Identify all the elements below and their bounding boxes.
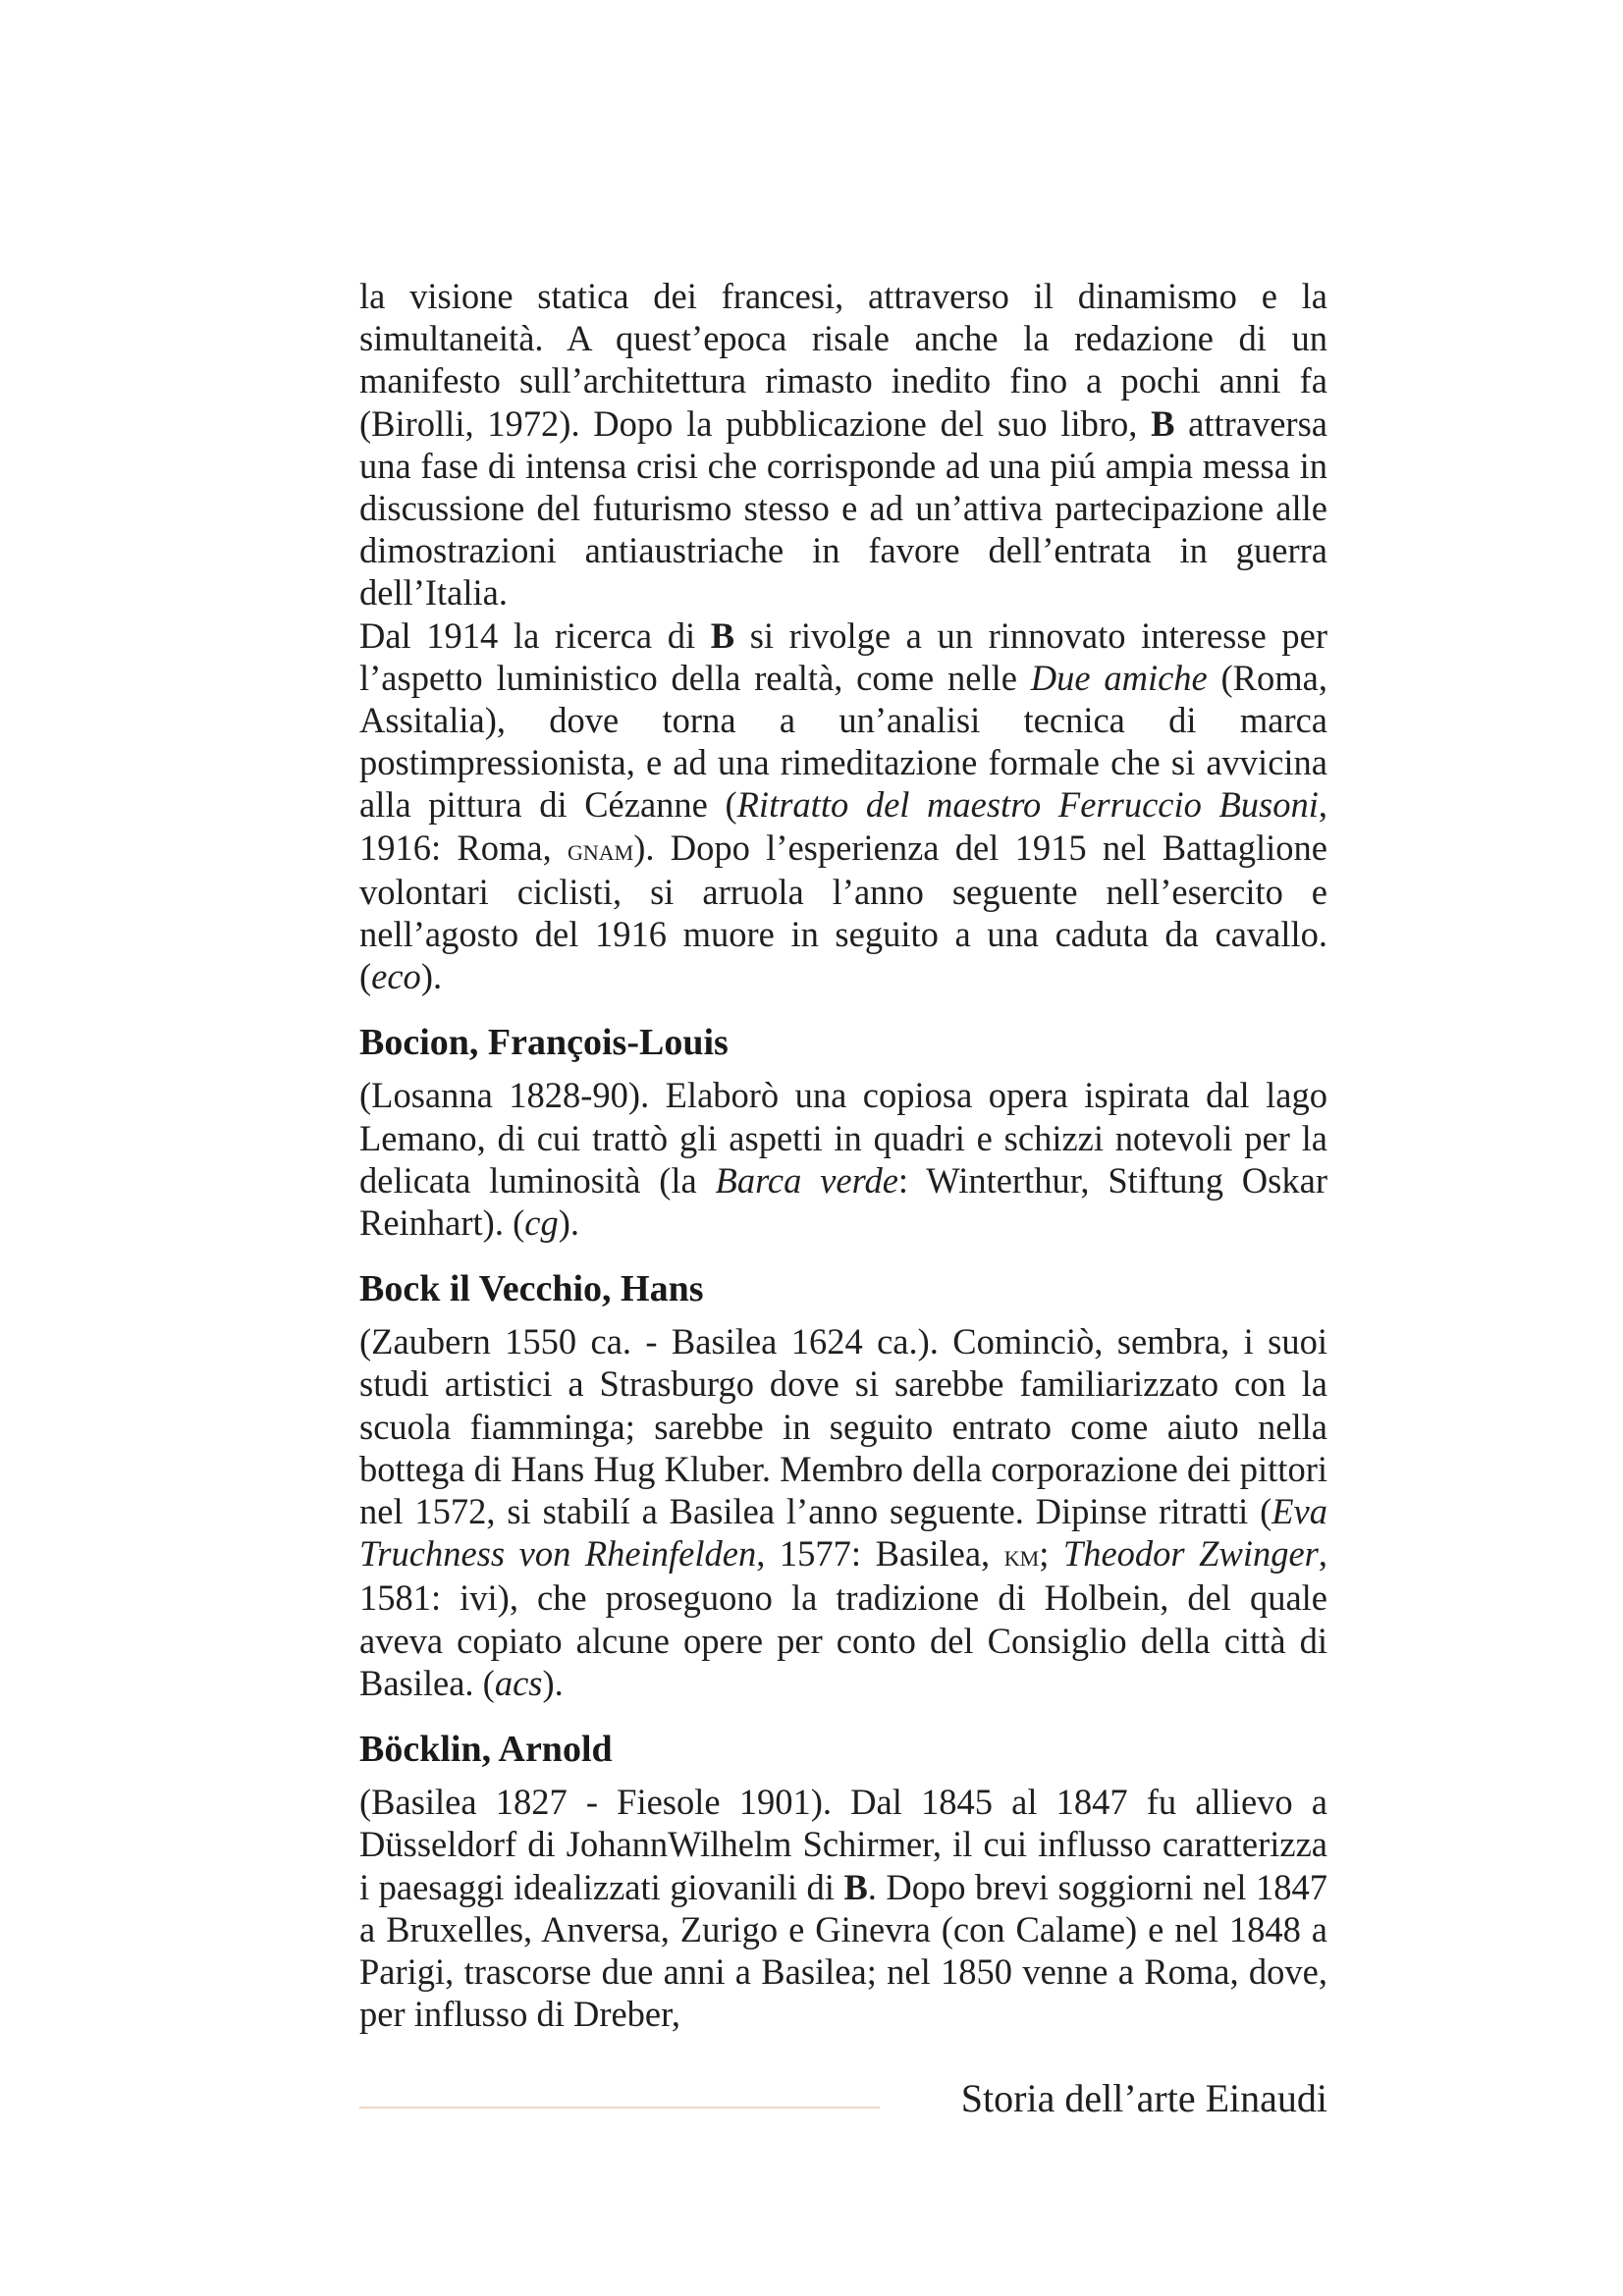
text-run: attraversa una fase di intensa crisi che corrisponde ad una piú ampia messa in discussione del futurismo stesso e ad un’attiva partecipazione alle dimostrazioni antiaustriache in favore dell’entrata in guerra dell’Italia.	[359, 402, 1327, 614]
author-initials: acs	[494, 1662, 543, 1703]
text-run: ).	[558, 1202, 579, 1244]
artwork-title: Ritratto del maestro Ferruccio Busoni	[736, 784, 1319, 826]
text-run: ;	[1039, 1533, 1063, 1575]
text-run: ).	[542, 1662, 564, 1703]
text-run: si rivolge a un rinnovato interesse per l’aspetto luministico della realtà, come nelle	[359, 614, 1328, 698]
artwork-title: Eva Truchness von Rheinfelden	[359, 1491, 1327, 1575]
entry-body	[359, 1074, 1327, 1244]
entry-bocklin	[359, 1724, 1327, 2035]
author-initials: eco	[371, 956, 421, 997]
intro-paragraph-1	[359, 275, 1327, 614]
museum-abbreviation: gnam	[568, 831, 634, 867]
text-run: la visione statica dei francesi, attraverso il dinamismo e la simultaneità. A quest’epoca risale anche la redazione di un manifesto sull’architettura rimasto inedito fino a pochi anni fa (Birolli, 1972). Dopo la pubblicazione del suo libro,	[359, 276, 1327, 444]
text-run: ). Dopo l’esperienza del 1915 nel Battaglione volontari ciclisti, si arruola l’anno seguente nell’esercito e nell’agosto del 1916 muore in seguito a una caduta da cavallo. (	[359, 827, 1327, 997]
entry-bocion	[359, 1017, 1327, 1244]
page-footer	[359, 2071, 1327, 2130]
text-run: (Roma, Assitalia), dove torna a un’analisi tecnica di marca postimpressionista, e ad una rimeditazione formale che si avvicina alla pittura di Cézanne (	[359, 657, 1327, 826]
artwork-title: Theodor Zwinger	[1062, 1533, 1319, 1575]
text-column	[359, 275, 1327, 2035]
museum-abbreviation: km	[1003, 1538, 1040, 1574]
entry-heading: Bock il Vecchio, Hans	[359, 1268, 704, 1310]
subject-initial: B	[1151, 402, 1175, 444]
text-run: , 1577: Basilea,	[756, 1533, 1004, 1575]
subject-initial: B	[843, 1866, 868, 1907]
footer-title: Storia dell’arte Einaudi	[960, 2076, 1327, 2120]
subject-initial: B	[710, 614, 735, 656]
text-run: (Zaubern 1550 ca. - Basilea 1624 ca.). Cominciò, sembra, i suoi studi artistici a Strasburgo dove si sarebbe familiarizzato con la scuola fiamminga; sarebbe in seguito entrato come aiuto nella bottega di Hans Hug Kluber. Membro della corporazione dei pittori nel 1572, si stabilí a Basilea l’anno seguente. Dipinse ritratti (	[359, 1321, 1327, 1532]
text-run: , 1916: Roma,	[359, 784, 1327, 868]
entry-body	[359, 1320, 1327, 1704]
author-initials: cg	[524, 1202, 559, 1244]
text-run: ).	[420, 956, 443, 997]
artwork-title: Barca verde	[715, 1159, 898, 1201]
entry-body	[359, 1781, 1327, 2035]
text-run: (Losanna 1828-90). Elaborò una copiosa opera ispirata dal lago Lemano, di cui trattò gli aspetti in quadri e schizzi notevoli per la delicata luminosità (la	[359, 1075, 1327, 1201]
text-run: , 1581: ivi), che proseguono la tradizione di Holbein, del quale aveva copiato alcune opere per conto del Consiglio della città di Basilea. (	[359, 1533, 1327, 1703]
footer-divider	[359, 2107, 880, 2109]
text-run: : Winterthur, Stiftung Oskar Reinhart). (	[359, 1159, 1327, 1244]
entry-bock	[359, 1263, 1327, 1704]
text-run: . Dopo brevi soggiorni nel 1847 a Bruxelles, Anversa, Zurigo e Ginevra (con Calame) e nel 1848 a Parigi, trascorse due anni a Basilea; nel 1850 venne a Roma, dove, per influsso di Dreber,	[359, 1866, 1327, 2035]
entry-heading: Bocion, François-Louis	[359, 1022, 729, 1064]
artwork-title: Due amiche	[1030, 657, 1208, 698]
entry-heading: Böcklin, Arnold	[359, 1729, 613, 1771]
text-run: Dal 1914 la ricerca di	[359, 614, 711, 656]
intro-paragraph-2	[359, 614, 1327, 998]
text-run: (Basilea 1827 - Fiesole 1901). Dal 1845 al 1847 fu allievo a Düsseldorf di JohannWilhelm Schirmer, il cui influsso caratterizza i paesaggi idealizzati giovanili di	[359, 1782, 1327, 1907]
